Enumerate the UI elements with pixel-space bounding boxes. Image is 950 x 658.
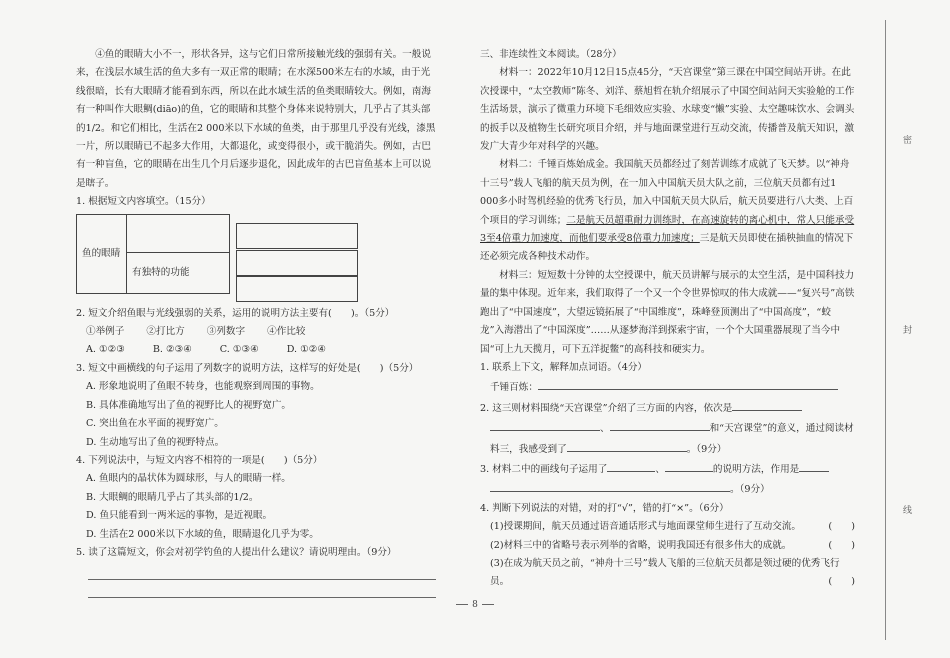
rq3-score: 。（9分）	[730, 484, 770, 496]
answer-box-3[interactable]	[236, 276, 358, 302]
rq2-blank-4[interactable]	[567, 439, 687, 452]
q3-option[interactable]: B. 具体准确地写出了鱼的视野比人的视野宽广。	[86, 399, 292, 411]
right-column	[480, 46, 855, 592]
q2-choice[interactable]: D. ①②④	[286, 344, 326, 356]
question-5: 5. 读了这篇短文，你会对初学钓鱼的人提出什么建议？请说明理由。（9分）	[76, 546, 397, 558]
q2-choice[interactable]: C. ①③④	[219, 344, 259, 356]
question-2-items	[86, 323, 436, 341]
question-2: 2. 短文介绍鱼眼与光线强弱的关系，运用的说明方法主要有( )。（5分）	[76, 307, 395, 319]
rq2-blank-1[interactable]	[732, 398, 802, 411]
section-title: 三、非连续性文本阅读。（28分）	[480, 49, 622, 60]
seal-mark-bottom: 线	[903, 506, 913, 516]
question-1-diagram	[76, 214, 436, 302]
rq4-paren[interactable]: ( )	[828, 521, 855, 533]
q3-option[interactable]: A. 形象地说明了鱼眼不转身，也能观察到周围的事物。	[86, 381, 320, 393]
question-2-choices	[86, 341, 436, 359]
answer-box-2[interactable]	[236, 250, 358, 276]
rq1-term: 千锤百炼：	[490, 382, 538, 394]
rq2-tail: 和“天宫课堂”的意义，通过阅读材料三，我感受到了	[490, 423, 854, 455]
q4-option[interactable]: B. 大眼鲷的眼睛几乎占了其头部的1/2。	[86, 491, 259, 503]
q4-option[interactable]: D. 鱼只能看到一两米远的事物，是近视眼。	[86, 510, 273, 522]
material-3: 材料三：短短数十分钟的太空授课中，航天员讲解与展示的太空生活，是中国科技力量的集中体现。近年来，我们取得了一个又一个令世界惊叹的伟大成就——“复兴号”高铁跑出了“中国速度”，大望远镜拓展了“中国维度”，珠峰登顶测出了“中国高度”，“蛟龙”入海潜出了“中国深度”……从逐梦海洋到探索宇宙，一个个大国重器展现了当今中国“可上九天揽月，可下五洋捉鳖”的高科技和硬实力。	[480, 269, 855, 355]
rq3-blank-2[interactable]	[665, 459, 713, 472]
q2-item: ②打比方	[146, 326, 185, 338]
rq3-tail: 的说明方法，作用是	[712, 463, 800, 475]
question-4: 4. 下列说法中，与短文内容不相符的一项是( )（5分）	[76, 454, 323, 466]
q2-choice[interactable]: B. ②③④	[152, 344, 192, 356]
rq4-item	[490, 537, 855, 555]
seal-mark-top: 密	[903, 136, 913, 146]
rq2-text: 2. 这三则材料围绕“天宫课堂”介绍了三方面的内容，依次是	[480, 402, 733, 414]
rq4: 4. 判断下列说法的对错，对的打“√”，错的打“×”。（6分）	[480, 502, 729, 514]
rq4-item-text: (2)材料三中的省略号表示列举的省略，说明我国还有很多伟大的成就。	[490, 539, 792, 551]
rq2-blank-2[interactable]	[490, 418, 600, 431]
q2-choice[interactable]: A. ①②③	[86, 344, 125, 356]
page-number-text: 8	[472, 600, 478, 610]
material-2-intro: 材料二：千锤百炼始成金。我国航天员都经过了刻苦训练才成就了飞天梦。以“神舟十三号”载人飞船的航天员为例，在一加入中国航天员大队之前，三位航天员都有过1 000多小时驾机经验的优秀飞行员，加入中国航天员大队后，航天员要进行八大类、上百个项目的学习训练；	[480, 159, 854, 226]
question-1: 1. 根据短文内容填空。（15分）	[76, 196, 211, 208]
page-number	[0, 600, 950, 610]
rq4-item-text: (1)授课期间，航天员通过语音通话形式与地面课堂师生进行了互动交流。	[490, 521, 801, 533]
rq1-answer	[490, 377, 855, 397]
seal-mark-mid: 封	[903, 326, 913, 336]
q3-option[interactable]: C. 突出鱼在水平面的视野宽广。	[86, 418, 224, 430]
answer-box-1[interactable]	[236, 223, 358, 249]
rq1: 1. 联系上下文，解释加点词语。（4分）	[480, 361, 648, 373]
answer-line[interactable]	[88, 562, 436, 580]
q4-option[interactable]: A. 鱼眼内的晶状体为圆球形，与人的眼睛一样。	[86, 473, 291, 485]
material-2	[480, 156, 855, 266]
rq3-blank-1[interactable]	[607, 459, 655, 472]
material-1: 材料一：2022年10月12日15点45分，“天宫课堂”第三课在中国空间站开讲。在此次授课中，“太空教师”陈冬、刘洋、蔡旭哲在轨介绍展示了中国空间站问天实验舱的工作生活场景，演示了微重力环境下毛细效应实验、水球变“懒”实验、太空趣味饮水、会调头的扳手以及植物生长研究项目介绍，并与地面课堂进行互动交流，传播普及航天知识，激发广大青少年对科学的兴趣。	[480, 67, 855, 153]
rq3-text: 3. 材料二中的画线句子运用了	[480, 463, 608, 475]
q2-item: ③列数字	[206, 326, 246, 338]
rq4-item	[490, 518, 855, 536]
rq2-blank-3[interactable]	[610, 418, 710, 431]
rq2-score: 。（9分）	[686, 443, 727, 455]
rq3-mid: 、	[655, 463, 665, 475]
left-column	[76, 46, 436, 598]
question-3: 3. 短文中画横线的句子运用了列数字的说明方法，这样写的好处是( )（5分）	[76, 362, 419, 374]
seal-line	[885, 20, 886, 640]
material-2-underlined: 二是航天员超重耐力训练时，在高速旋转的离心机中，常人只能承受3至4倍重力加速度，而他们要承受8倍重力加速度；	[480, 214, 855, 245]
q4-option[interactable]: D. 生活在2 000米以下水域的鱼，眼睛退化几乎为零。	[86, 528, 319, 540]
material-2-end: 三是航天员即使在插秧抽血的情况下还必须完成各种技术动作。	[480, 233, 854, 263]
diagram-upper-cell[interactable]	[126, 214, 229, 253]
q2-item: ①举例子	[86, 326, 125, 338]
rq3-blank-3[interactable]	[799, 459, 829, 472]
rq4-paren[interactable]: ( )	[828, 576, 855, 588]
diagram-label-function: 有独特的功能	[132, 266, 190, 278]
rq3-blank-4[interactable]	[490, 479, 730, 492]
rq1-blank[interactable]	[538, 377, 838, 390]
passage-paragraph: ④鱼的眼睛大小不一，形状各异，这与它们日常所接触光线的强弱有关。一般说来，在浅层水域生活的鱼大多有一双正常的眼睛；在水深500米左右的水域，由于光线很暗，长有大眼睛才能看到东西，所以在此水域生活的鱼类眼睛较大。例如，南海有一种叫作大眼鲷(diāo)的鱼，它的眼睛和其整个身体来说特别大，几乎占了其头部的1/2。和它们相比，生活在2 000米以下水域的鱼类，由于那里几乎没有光线，漆黑一片，所以眼睛已不起多大作用，大都退化，或变得很小，或干脆消失。例如，古巴有一种盲鱼，它的眼睛在出生几个月后逐步退化，因此成年的古巴盲鱼基本上可以说是瞎子。	[76, 49, 436, 189]
q2-item: ④作比较	[267, 326, 306, 338]
answer-line[interactable]	[88, 580, 436, 598]
rq4-item	[490, 555, 855, 592]
rq4-item-text: (3)在成为航天员之前，“神舟十三号”载人飞船的三位航天员都是领过硬的优秀飞行员。	[490, 557, 840, 588]
q3-option[interactable]: D. 生动地写出了鱼的视野特点。	[86, 436, 225, 448]
diagram-label-eye: 鱼的眼睛	[82, 247, 121, 259]
rq2-cont: 、 和“天宫课堂”的意义，通过阅读材料三，我感受到了 。（9分）	[490, 418, 855, 459]
rq3	[480, 459, 855, 479]
rq2	[480, 398, 855, 418]
rq4-paren[interactable]: ( )	[828, 539, 855, 551]
rq3-cont	[490, 479, 855, 499]
